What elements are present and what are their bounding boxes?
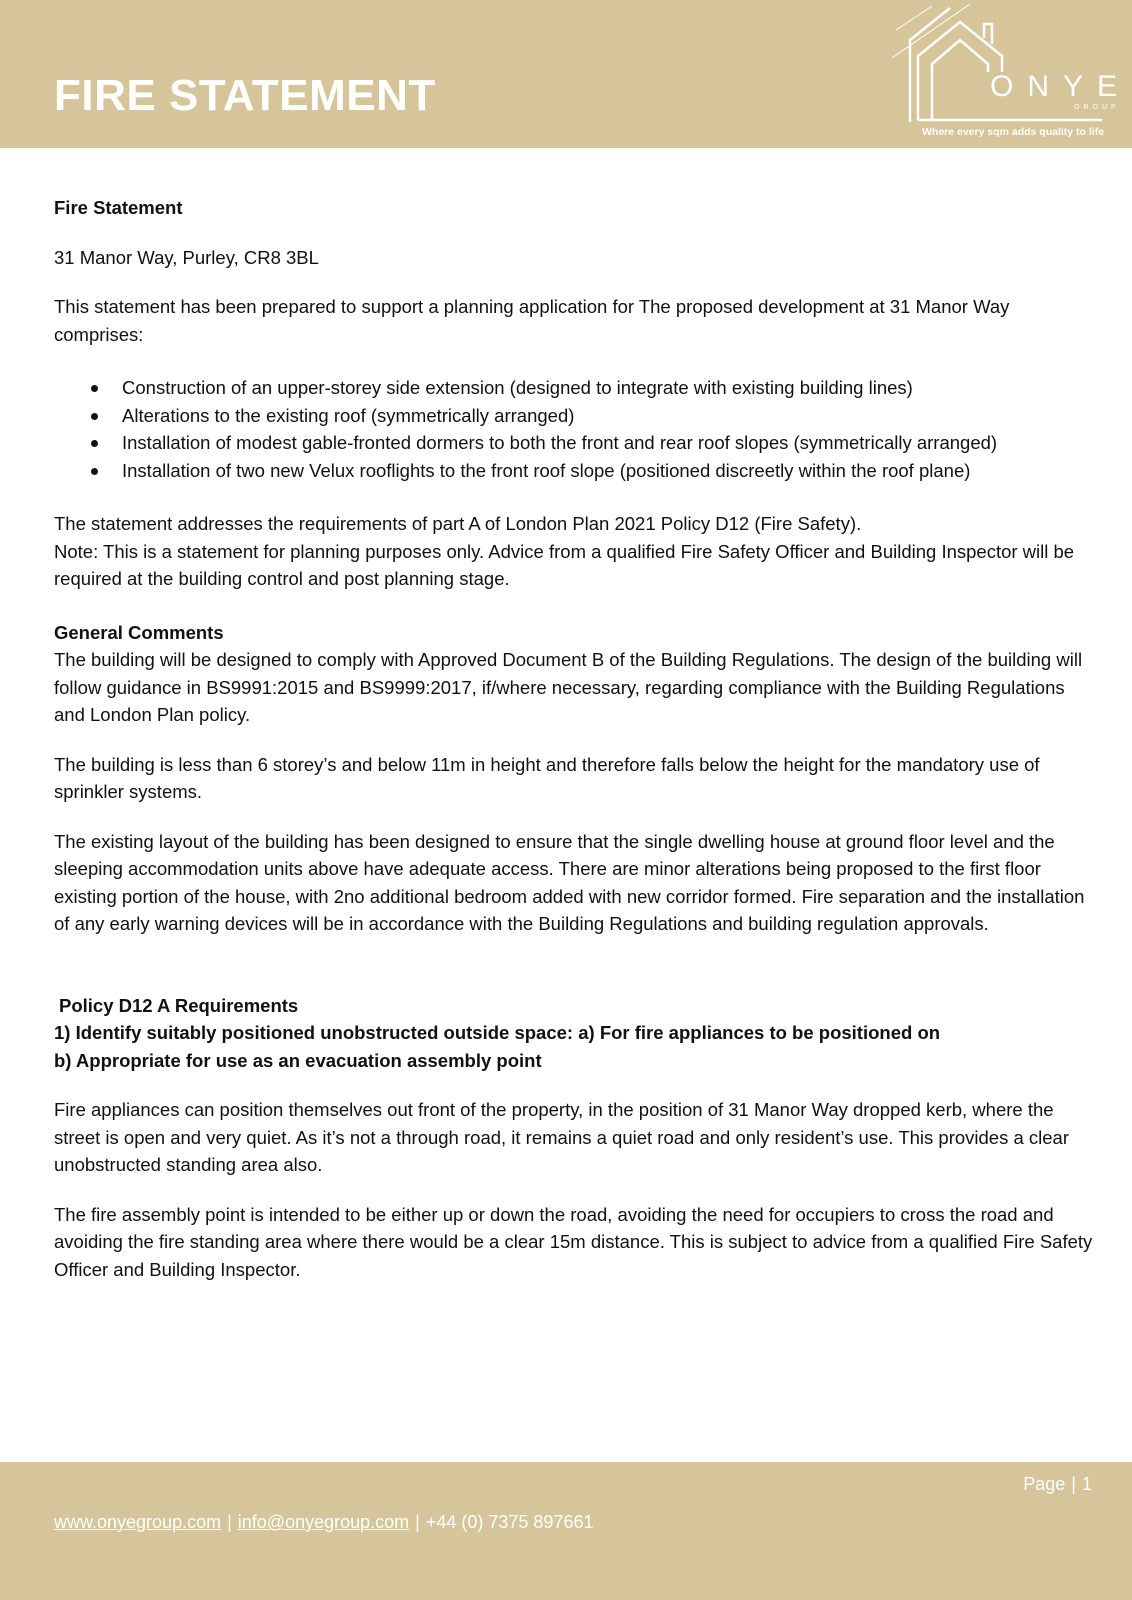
policy-paragraph-1: Fire appliances can position themselves out front of the property, in the position of 31 Manor Way dropped kerb, where the street is open and very quiet. As it’s not a through road, it remains a quiet road and only resident’s use. This provides a clear unobstructed standing area also. [54, 1099, 1069, 1175]
email-link[interactable]: info@onyegroup.com [237, 1512, 410, 1532]
list-item: Alterations to the existing roof (symmetrically arranged) [122, 402, 1094, 430]
planning-note: Note: This is a statement for planning purposes only. Advice from a qualified Fire Safety Officer and Building Inspector will be required at the building control and post planning stage. [54, 540, 1075, 589]
site-address: 31 Manor Way, Purley, CR8 3BL [54, 246, 319, 268]
general-paragraph-2: The building is less than 6 storey’s and below 11m in height and therefore falls below the height for the mandatory use of sprinkler systems. [54, 753, 1040, 802]
document-body [54, 194, 1094, 1283]
logo-name: ONYE [990, 70, 1132, 103]
page-header [0, 0, 1132, 148]
contact-separator: | [227, 1512, 232, 1532]
general-paragraph-1: The building will be designed to comply with Approved Document B of the Building Regulations. The design of the building will follow guidance in BS9991:2015 and BS9999:2017, if/where necessary, regarding compliance with the Building Regulations and London Plan policy. [54, 649, 1083, 725]
requirements-paragraph: The statement addresses the requirements of part A of London Plan 2021 Policy D12 (Fire Safety). [54, 513, 862, 534]
page-separator: | [1071, 1474, 1076, 1494]
page-number: 1 [1081, 1474, 1092, 1494]
policy-subheading-2: b) Appropriate for use as an evacuation assembly point [54, 1049, 542, 1071]
intro-paragraph: This statement has been prepared to support a planning application for The proposed development at 31 Manor Way comprises: [54, 296, 1010, 345]
general-paragraph-3: The existing layout of the building has been designed to ensure that the single dwelling house at ground floor level and the sleeping accommodation units above have adequate access. There are minor alterations being proposed to the first floor existing portion of the house, with 2no additional bedroom added with new corridor formed. Fire separation and the installation of any early warning devices will be in accordance with the Building Regulations and building regulation approvals. [54, 830, 1085, 934]
logo-subname: GROUP [1074, 104, 1120, 111]
page-indicator [1023, 1474, 1092, 1495]
page-label: Page [1023, 1474, 1066, 1494]
policy-paragraph-2: The fire assembly point is intended to be either up or down the road, avoiding the need for occupiers to cross the road and avoiding the fire standing area where there would be a clear 15m distance. This is subject to advice from a qualified Fire Safety Officer and Building Inspector. [54, 1203, 1093, 1280]
page-footer [0, 1462, 1132, 1600]
document-heading: Fire Statement [54, 197, 183, 218]
proposal-list [54, 374, 1094, 484]
list-item: Installation of modest gable-fronted dormers to both the front and rear roof slopes (symmetrically arranged) [122, 429, 1094, 457]
list-item: Construction of an upper-storey side extension (designed to integrate with existing building lines) [122, 374, 1094, 402]
general-comments-heading: General Comments [54, 621, 224, 643]
policy-subheading-1: 1) Identify suitably positioned unobstructed outside space: a) For fire appliances to be positioned on [54, 1022, 941, 1043]
contact-line [54, 1512, 594, 1533]
policy-heading: Policy D12 A Requirements [59, 994, 299, 1016]
list-item: Installation of two new Velux rooflights to the front roof slope (positioned discreetly within the roof plane) [122, 457, 1094, 485]
logo-tagline: Where every sqm adds quality to life [922, 126, 1105, 138]
page-title: FIRE STATEMENT [54, 71, 436, 120]
company-logo [892, 0, 1132, 146]
contact-separator: | [415, 1512, 420, 1532]
website-link[interactable]: www.onyegroup.com [54, 1512, 222, 1532]
phone-number: +44 (0) 7375 897661 [425, 1512, 594, 1532]
